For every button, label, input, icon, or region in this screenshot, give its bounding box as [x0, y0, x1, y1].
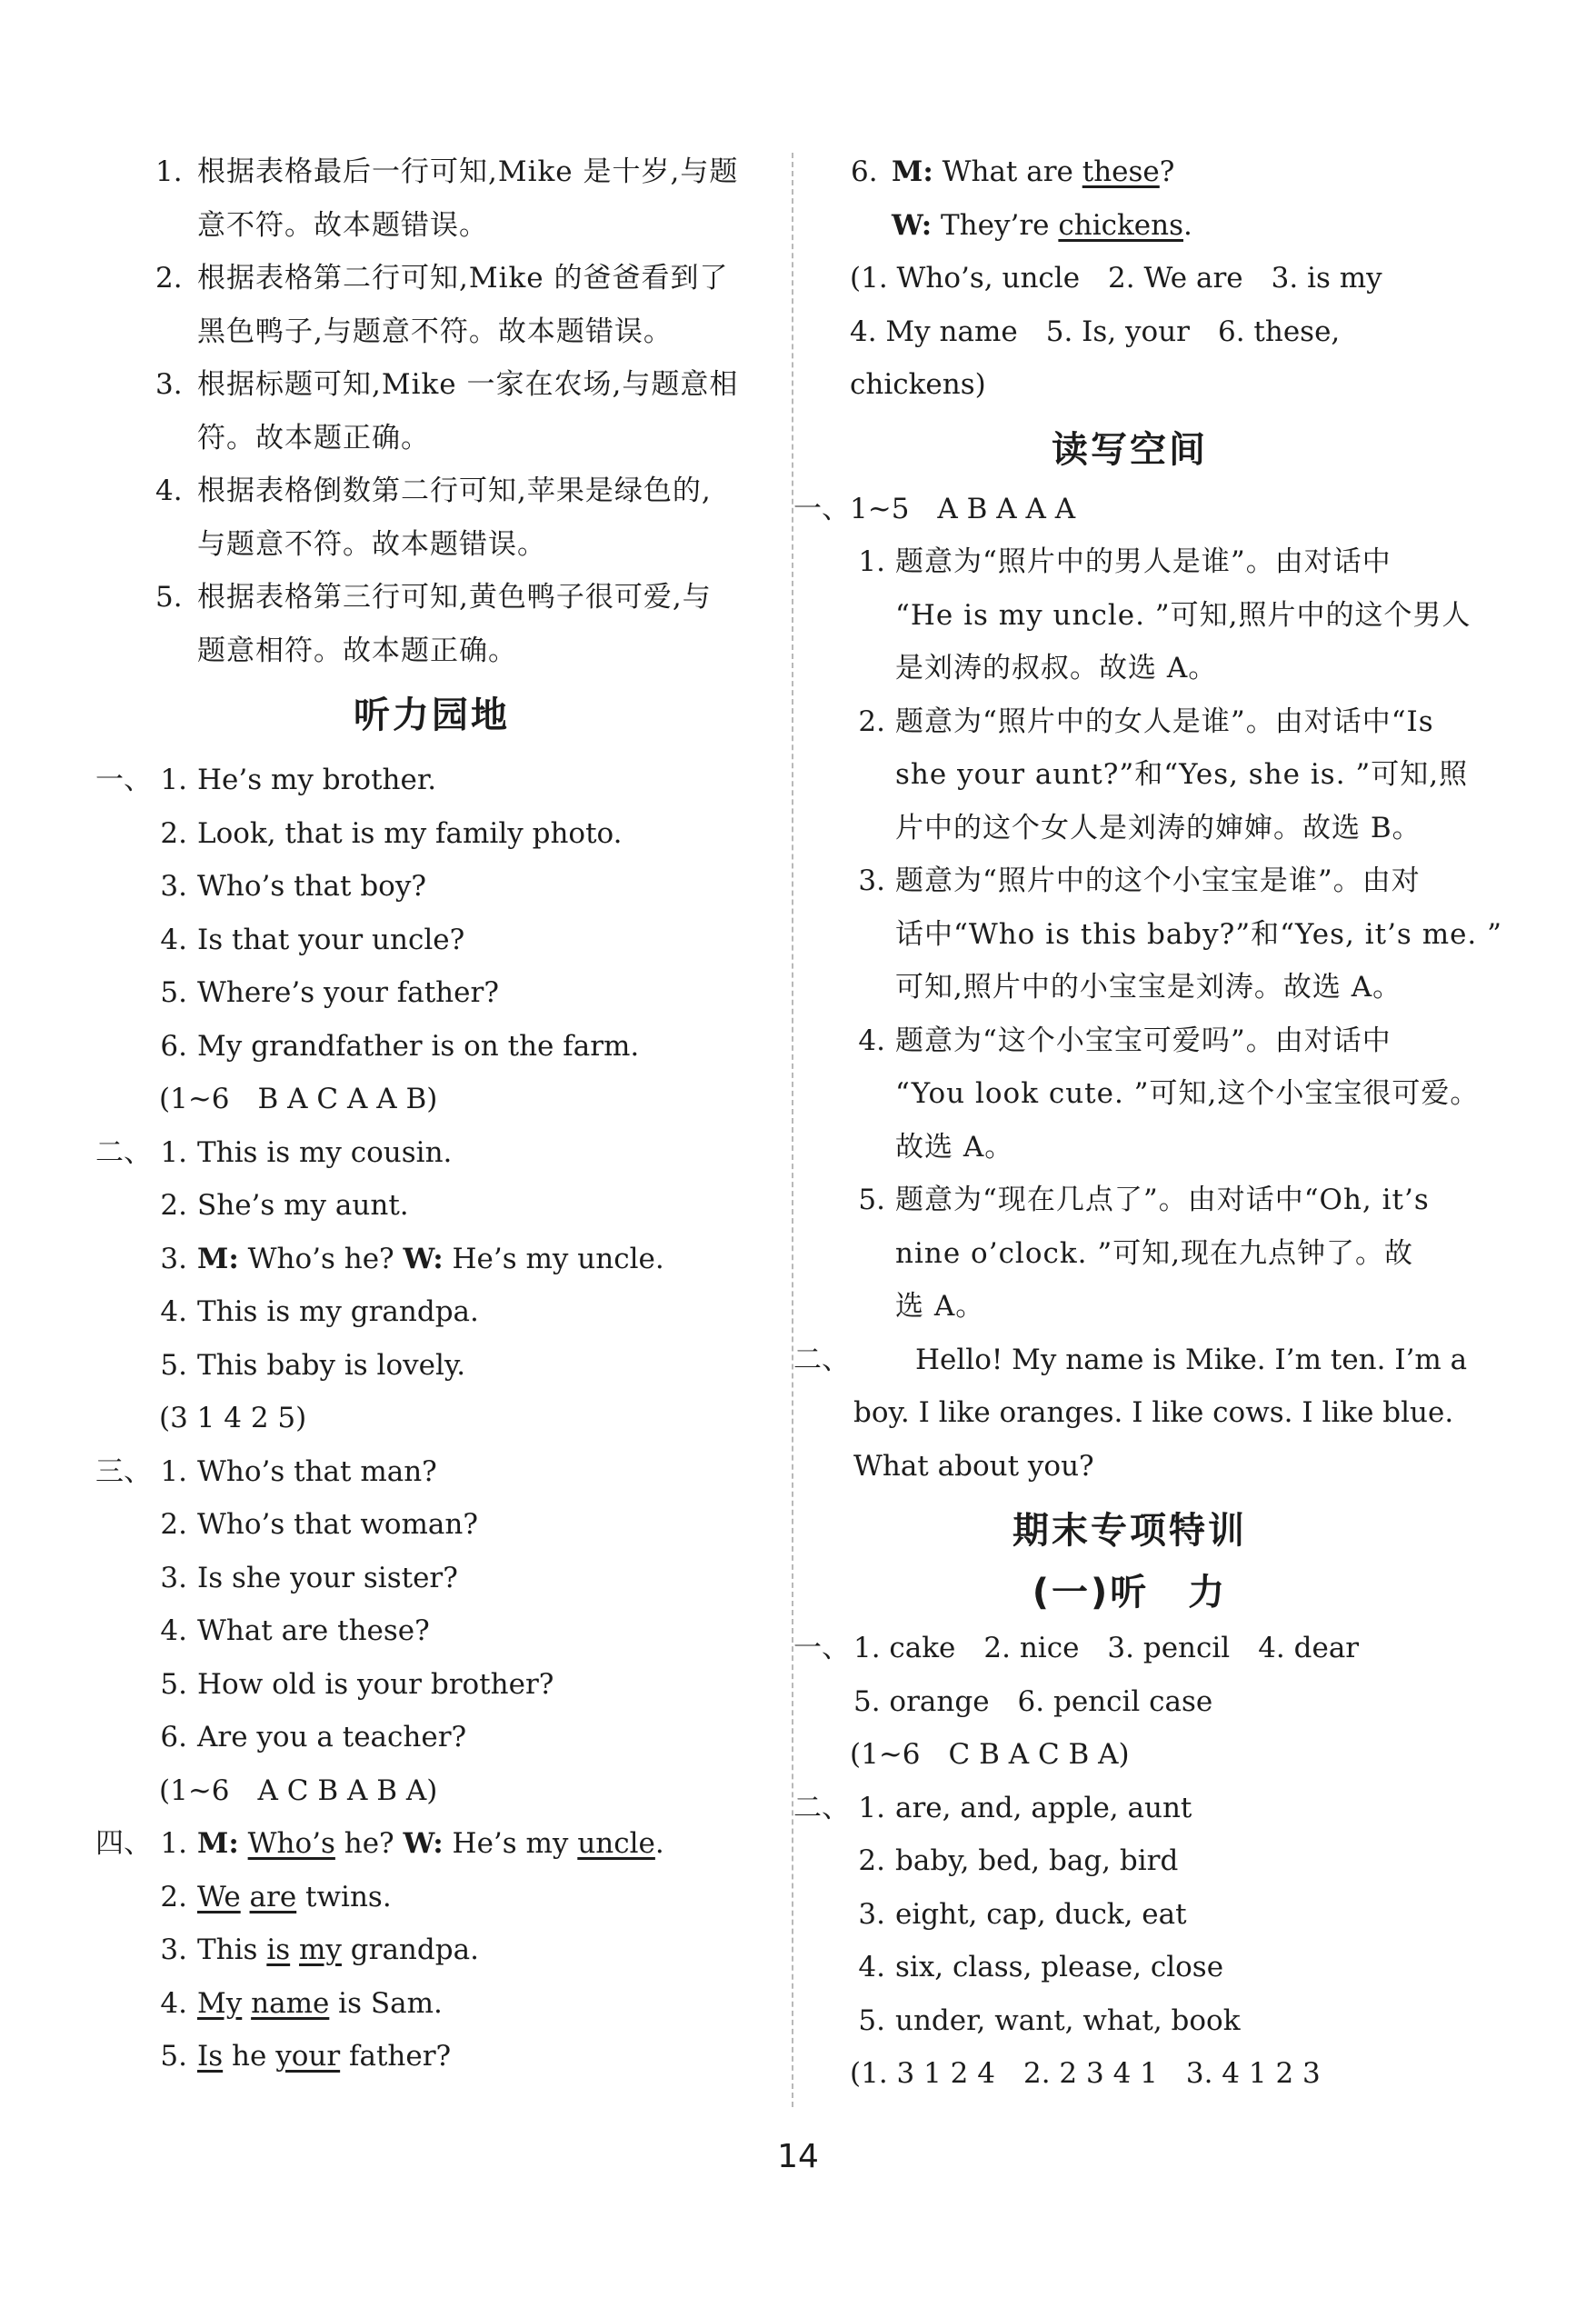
training-part-1: 一、 1. cake 2. nice 3. pencil 4. dear 5. orange 6. pencil case (1~6 C B A C B A) — [793, 1622, 1466, 1782]
listening-part-3: 三、 1. Who’s that man? 2. Who’s that woman? 3. Is she your sister? 4. What are these? 5. How old is your brother? 6. Are you a teacher? (1~6 A C B A B A) — [95, 1445, 768, 1818]
listening-part-4: 四、 1. M: Who’s he? W: He’s my uncle. 2. We are twins. 3. This is my grandpa. 4. My name is Sam. 5. Is he your father? — [95, 1817, 768, 2083]
list-item: 1. 根据表格最后一行可知,Mike 是十岁,与题 — [95, 145, 768, 199]
part-label: 一、 — [793, 1632, 850, 1664]
part-label: 三、 — [95, 1454, 152, 1488]
reading-part-1: 一、 1~5 A B A A A 1. 题意为“照片中的男人是谁”。由对话中 “He is my uncle. ”可知,照片中的这个男人 是刘涛的叔叔。故选 A。 2. 题意为“照片中的女人是谁”。由对话中“Is she your aunt?”和“Yes, she is. ”可知,照 片中的这个女人是刘涛的婶婶。故选 B。 3. 题意为“照片中的这个小宝宝是谁”。由对 话中“Who is this baby?”和“Yes, it’s me. ” 可知,照片中的小宝宝是刘涛。故选 A。 4. 题意为“这个小宝宝可爱吗”。由对话中 “You look cute. ”可知,这个小宝宝很可爱。 故选 A。 5. 题意为“现在几点了”。由对话中“Oh, it’s nine o’clock. ”可知,现在九点钟了。故 选 A。 — [793, 483, 1466, 1334]
judgement-explanations: 1. 根据表格最后一行可知,Mike 是十岁,与题 意不符。故本题错误。 2. 根据表格第二行可知,Mike 的爸爸看到了 黑色鸭子,与题意不符。故本题错误。 3. 根据标题可知,Mike 一家在农场,与题意相 符。故本题正确。 4. 根据表格倒数第二行可知,苹果是绿色的, 与题意不符。故本题错误。 5. 根据表格第三行可知,黄色鸭子很可爱,与 题意相符。故本题正确。 — [95, 145, 768, 677]
part-label: 二、 — [95, 1135, 152, 1169]
reading-part-2: 二、 Hello! My name is Mike. I’m ten. I’m a boy. I like oranges. I like cows. I like blue. What about you? — [793, 1334, 1466, 1494]
answer-key: (1~6 C B A C B A) — [850, 1738, 1130, 1771]
part-label: 二、 — [793, 1343, 850, 1376]
right-column — [793, 145, 1502, 2101]
list-item: 4. 根据表格倒数第二行可知,苹果是绿色的, — [155, 475, 712, 507]
page-number: 14 — [777, 2138, 819, 2175]
listening-part-4-continued: 6. M: What are these? W: They’re chickens. (1. Who’s, uncle 2. We are 3. is my 4. My name 5. Is, your 6. these, chickens) — [850, 155, 1382, 401]
list-item: 5. 根据表格第三行可知,黄色鸭子很可爱,与 — [155, 581, 712, 614]
answer-key: (1~6 A C B A B A) — [159, 1773, 438, 1807]
section-heading-listening: 听力园地 — [354, 694, 510, 736]
listening-part-2: 二、 1. This is my cousin. 2. She’s my aunt. 3. M: Who’s he? W: He’s my uncle. 4. This is my grandpa. 5. This baby is lovely. (3 1 4 2 5) — [95, 1126, 768, 1445]
part-label: 一、 — [793, 492, 850, 525]
item-number: 1. — [155, 155, 183, 188]
section-heading-reading-writing: 读写空间 — [1052, 428, 1208, 471]
section-heading-final-training: 期末专项特训 — [1012, 1510, 1247, 1552]
answer-key: (1. 3 1 2 4 2. 2 3 4 1 3. 4 1 2 3 — [850, 2057, 1321, 2090]
answer-key: (3 1 4 2 5) — [159, 1402, 307, 1434]
left-column — [95, 145, 768, 2083]
part-label: 一、 — [95, 764, 152, 796]
answer-key: (1~6 B A C A A B) — [159, 1083, 438, 1115]
part-label: 四、 — [95, 1827, 152, 1860]
training-part-2: 二、 1. are, and, apple, aunt 2. baby, bed, bag, bird 3. eight, cap, duck, eat 4. six, class, please, close 5. under, want, what, book (1. 3 1 2 4 2. 2 3 4 1 3. 4 1 2 3 — [793, 1782, 1466, 2101]
answer-key: (1. Who’s, uncle 2. We are 3. is my — [850, 262, 1382, 295]
list-item: 2. 根据表格第二行可知,Mike 的爸爸看到了 — [155, 262, 729, 295]
part-label: 二、 — [793, 1791, 850, 1824]
listening-part-1: 一、 1. He’s my brother. 2. Look, that is my family photo. 3. Who’s that boy? 4. Is that your uncle? 5. Where’s your father? 6. My grandfather is on the farm. (1~6 B A C A A B) — [95, 754, 768, 1126]
list-item: 3. 根据标题可知,Mike 一家在农场,与题意相 — [155, 368, 739, 401]
subsection-heading-listening: (一)听 力 — [1032, 1572, 1228, 1614]
